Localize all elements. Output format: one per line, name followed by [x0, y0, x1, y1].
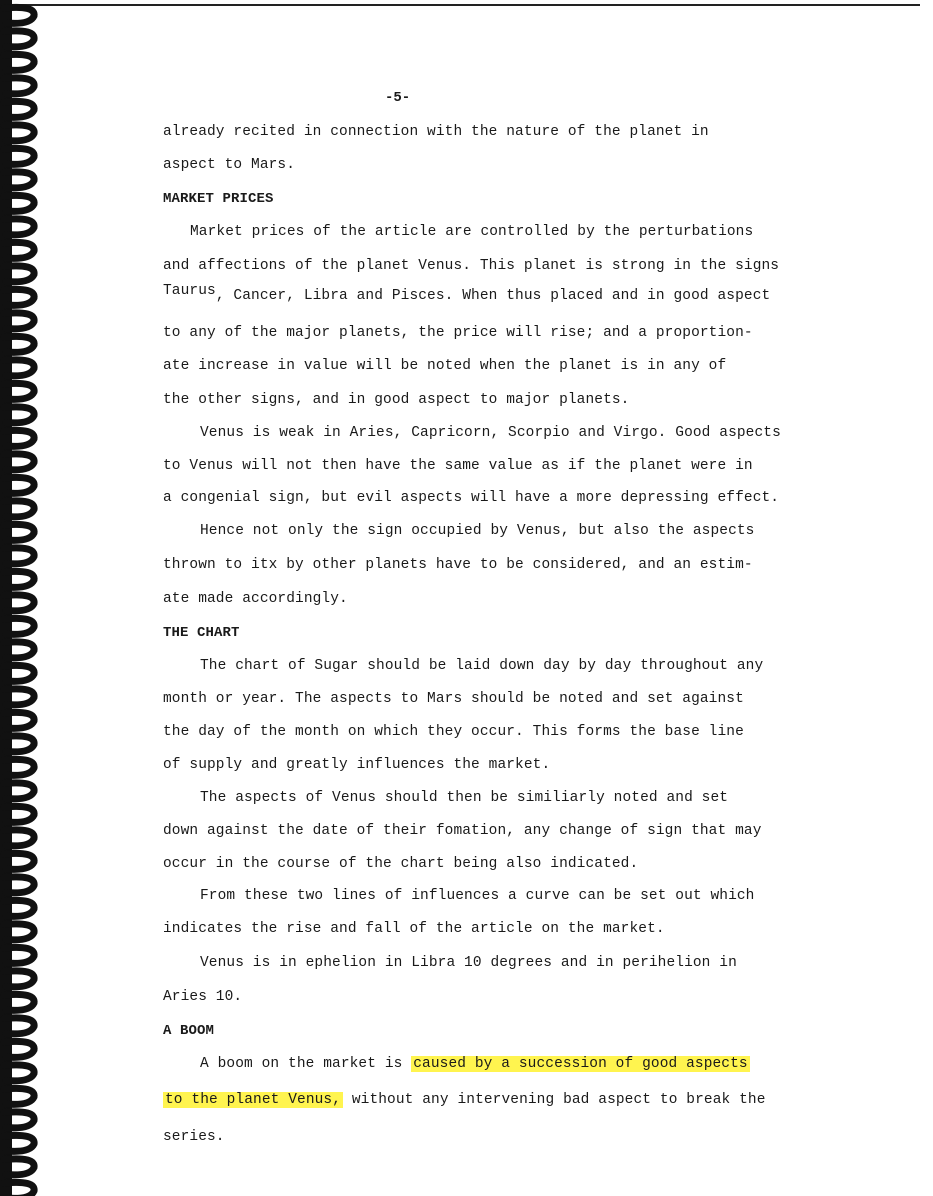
text-line	[163, 283, 771, 304]
text-line: occur in the course of the chart being also indicated.	[163, 856, 639, 872]
text-segment: A boom on the market is	[200, 1056, 403, 1072]
text-line: to Venus will not then have the same value as if the planet were in	[163, 458, 753, 474]
page-number: -5-	[385, 90, 411, 106]
text-segment: without any intervening bad aspect to break the	[351, 1092, 766, 1108]
highlighted-text: caused by a succession of good aspects	[413, 1056, 748, 1072]
spiral-binding	[0, 0, 46, 1196]
section-heading-a-boom: A BOOM	[163, 1023, 215, 1039]
text-line: already recited in connection with the nature of the planet in	[163, 124, 709, 140]
text-line: indicates the rise and fall of the article on the market.	[163, 921, 665, 937]
text-line: the other signs, and in good aspect to major planets.	[163, 392, 630, 408]
text-line: thrown to itx by other planets have to be considered, and an estim-	[163, 557, 753, 573]
section-heading-market-prices: MARKET PRICES	[163, 191, 274, 207]
text-line: the day of the month on which they occur. This forms the base line	[163, 724, 744, 740]
raised-word: Taurus	[163, 283, 216, 299]
text-line	[200, 1056, 750, 1072]
text-line: Venus is in ephelion in Libra 10 degrees and in perihelion in	[200, 955, 737, 971]
section-heading-the-chart: THE CHART	[163, 625, 240, 641]
text-line: and affections of the planet Venus. This planet is strong in the signs	[163, 258, 780, 274]
text-line: to any of the major planets, the price will rise; and a proportion-	[163, 325, 753, 341]
text-line: down against the date of their fomation, any change of sign that may	[163, 823, 762, 839]
text-line: ate increase in value will be noted when the planet is in any of	[163, 358, 727, 374]
text-line: month or year. The aspects to Mars should be noted and set against	[163, 691, 744, 707]
text-line: ate made accordingly.	[163, 591, 348, 607]
text-line: From these two lines of influences a curve can be set out which	[200, 888, 755, 904]
text-line: a congenial sign, but evil aspects will have a more depressing effect.	[163, 490, 780, 506]
text-line: series.	[163, 1129, 225, 1145]
text-line: Venus is weak in Aries, Capricorn, Scorpio and Virgo. Good aspects	[200, 425, 781, 441]
text-line: aspect to Mars.	[163, 157, 296, 173]
text-segment: , Cancer, Libra and Pisces. When thus placed and in good aspect	[215, 288, 771, 304]
text-line	[163, 1092, 766, 1108]
text-line: Hence not only the sign occupied by Venus, but also the aspects	[200, 523, 755, 539]
text-line: Market prices of the article are controlled by the perturbations	[190, 224, 754, 240]
text-line: The aspects of Venus should then be similiarly noted and set	[200, 790, 729, 806]
top-edge-rule	[12, 4, 920, 6]
highlighted-text: to the planet Venus,	[165, 1092, 342, 1108]
text-line: Aries 10.	[163, 989, 243, 1005]
text-line: of supply and greatly influences the market.	[163, 757, 551, 773]
text-line: The chart of Sugar should be laid down day by day throughout any	[200, 658, 764, 674]
